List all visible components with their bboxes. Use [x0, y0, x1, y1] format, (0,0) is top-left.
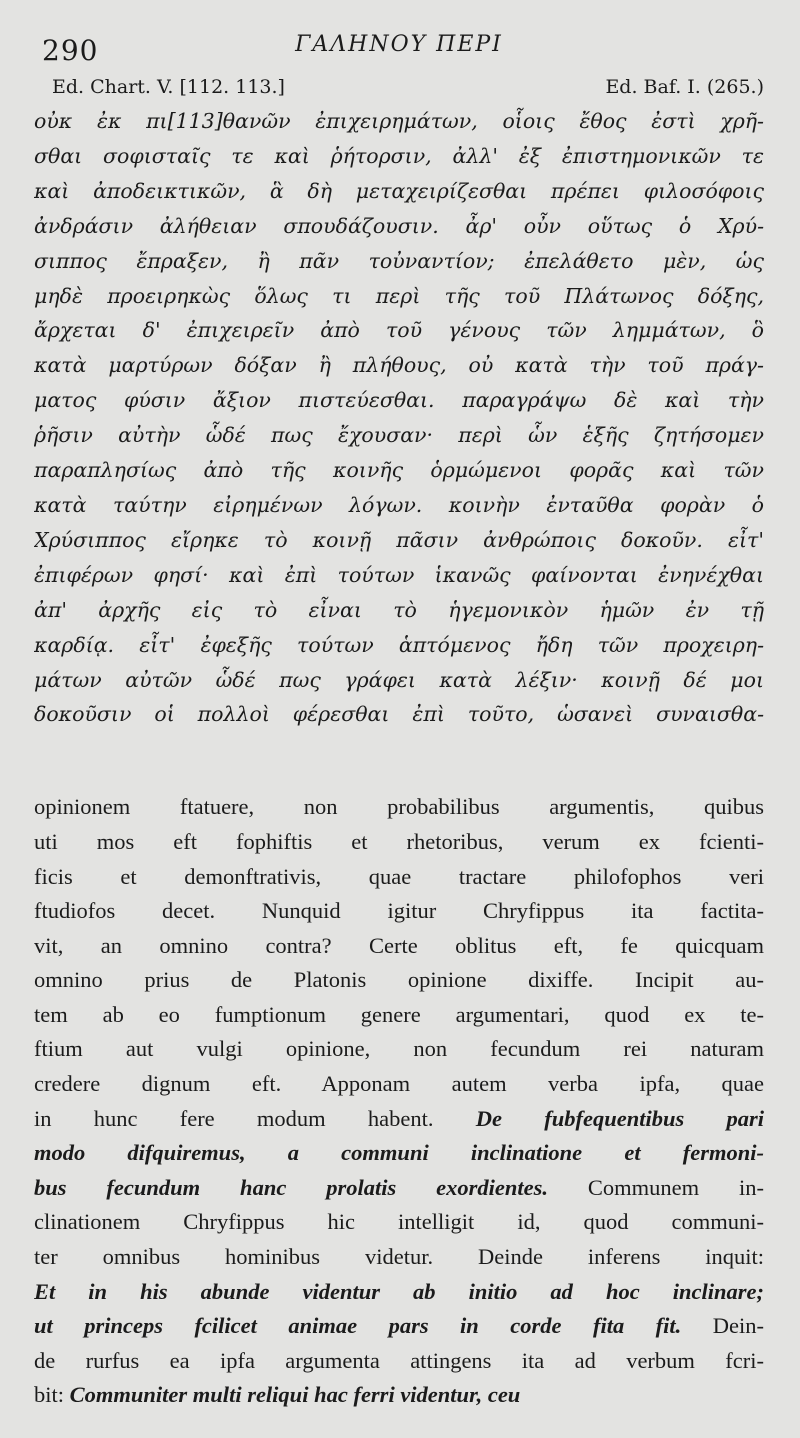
greek-text-line: κατὰ ταύτην εἰρημένων λόγων. κοινὴν ἐνταῦθα φορὰν ὁ: [34, 492, 764, 517]
latin-text-line: ftudiofos decet. Nunquid igitur Chryfippus ita factita-: [34, 898, 764, 924]
latin-text-line: [34, 1136, 764, 1171]
latin-text-line: ut princeps fcilicet animae pars in corde fita fit. Dein-: [34, 1313, 764, 1339]
greek-text-line: μάτων αὐτῶν ὧδέ πως γράφει κατὰ λέξιν· κοινῇ δέ μοι: [34, 667, 764, 692]
latin-text-line: [34, 1275, 764, 1310]
latin-text-line: uti mos eft fophiftis et rhetoribus, verum ex fcienti-: [34, 828, 764, 854]
latin-text-line: bus fecundum hanc prolatis exordientes. Communem in-: [34, 1174, 764, 1200]
italic-quotation: Communiter multi reliqui hac ferri videntur, ceu: [69, 1382, 521, 1408]
latin-text-line: tem ab eo fumptionum genere argumentari, quod ex te-: [34, 1001, 764, 1027]
page-number: 290: [42, 34, 99, 67]
latin-text-line: opinionem ftatuere, non probabilibus argumentis, quibus: [34, 794, 764, 820]
page-header: [34, 26, 764, 66]
greek-text-line: καρδίᾳ. εἶτ' ἐφεξῆς τούτων ἁπτόμενος ἤδη τῶν προχειρη-: [34, 632, 764, 657]
latin-text-line: clinationem Chryfippus hic intelligit id, quod communi-: [34, 1209, 764, 1235]
edition-reference-line: [34, 72, 764, 102]
greek-text-line: σθαι σοφισταῖς τε καὶ ῥήτορσιν, ἀλλ' ἐξ ἐπιστημονικῶν τε: [34, 143, 764, 168]
edition-reference-left: Ed. Chart. V. [112. 113.]: [52, 76, 285, 98]
latin-text-line: vit, an omnino contra? Certe oblitus eft, fe quicquam: [34, 932, 764, 958]
greek-text-line: δοκοῦσιν οἱ πολλοὶ φέρεσθαι ἐπὶ τοῦτο, ὡσανεὶ συναισθα-: [34, 702, 764, 727]
running-title: ΓΑΛΗΝΟΥ ΠΕΡΙ: [295, 32, 503, 57]
italic-quotation: ut princeps fcilicet animae pars in corde fita fit.: [34, 1313, 682, 1339]
greek-text-line: μηδὲ προειρηκὼς ὅλως τι περὶ τῆς τοῦ Πλάτωνος δόξης,: [34, 283, 764, 308]
latin-text-line: de rurfus ea ipfa argumenta attingens ita ad verbum fcri-: [34, 1347, 764, 1373]
greek-text-block: [34, 104, 764, 732]
latin-text-block: [34, 790, 764, 1413]
greek-text-line: παραπλησίως ἀπὸ τῆς κοινῆς ὁρμώμενοι φορᾶς καὶ τῶν: [34, 458, 764, 483]
greek-text-line: κατὰ μαρτύρων δόξαν ἢ πλήθους, οὐ κατὰ τὴν τοῦ πράγ-: [34, 353, 764, 378]
greek-text-line: ῥῆσιν αὐτὴν ὧδέ πως ἔχουσαν· περὶ ὧν ἑξῆς ζητήσομεν: [34, 423, 764, 448]
greek-text-line: Χρύσιππος εἴρηκε τὸ κοινῇ πᾶσιν ἀνθρώποις δοκοῦν. εἶτ': [34, 527, 764, 552]
greek-text-line: ἀνδράσιν ἀλήθειαν σπουδάζουσιν. ἆρ' οὖν οὕτως ὁ Χρύ-: [34, 213, 764, 238]
italic-quotation: bus fecundum hanc prolatis exordientes.: [34, 1174, 548, 1200]
latin-text-line: ftium aut vulgi opinione, non fecundum rei naturam: [34, 1036, 764, 1062]
latin-text-line: in hunc fere modum habent. De fubfequentibus pari: [34, 1105, 764, 1131]
greek-text-line: σιππος ἔπραξεν, ἢ πᾶν τοὐναντίον; ἐπελάθετο μὲν, ὡς: [34, 248, 764, 273]
greek-text-line: οὐκ ἐκ πι[113]θανῶν ἐπιχειρημάτων, οἷοις ἔθος ἐστὶ χρῆ-: [34, 109, 764, 133]
greek-text-line: καὶ ἀποδεικτικῶν, ἃ δὴ μεταχειρίζεσθαι πρέπει φιλοσόφοις: [34, 178, 764, 203]
italic-quotation: modo difquiremus, a communi inclinatione et fermoni-: [34, 1140, 764, 1166]
latin-text-line: credere dignum eft. Apponam autem verba ipfa, quae: [34, 1071, 764, 1097]
edition-reference-right: Ed. Baf. I. (265.): [605, 76, 764, 98]
greek-text-line: ἄρχεται δ' ἐπιχειρεῖν ἀπὸ τοῦ γένους τῶν λημμάτων, ὃ: [34, 318, 764, 343]
greek-text-line: ματος φύσιν ἄξιον πιστεύεσθαι. παραγράψω δὲ καὶ τὴν: [34, 388, 764, 413]
italic-quotation: Et in his abunde videntur ab initio ad hoc inclinare;: [34, 1278, 764, 1304]
latin-text-line: bit: Communiter multi reliqui hac ferri videntur, ceu: [34, 1382, 521, 1408]
latin-text-line: omnino prius de Platonis opinione dixiffe. Incipit au-: [34, 967, 764, 993]
greek-text-line: ἐπιφέρων φησί· καὶ ἐπὶ τούτων ἱκανῶς φαίνονται ἐνηνέχθαι: [34, 562, 764, 587]
italic-quotation: De fubfequentibus pari: [475, 1105, 764, 1131]
greek-text-line: ἀπ' ἀρχῆς εἰς τὸ εἶναι τὸ ἡγεμονικὸν ἡμῶν ἐν τῇ: [34, 597, 764, 622]
latin-text-line: ficis et demonftrativis, quae tractare philofophos veri: [34, 863, 764, 889]
latin-text-line: ter omnibus hominibus videtur. Deinde inferens inquit:: [34, 1244, 764, 1270]
